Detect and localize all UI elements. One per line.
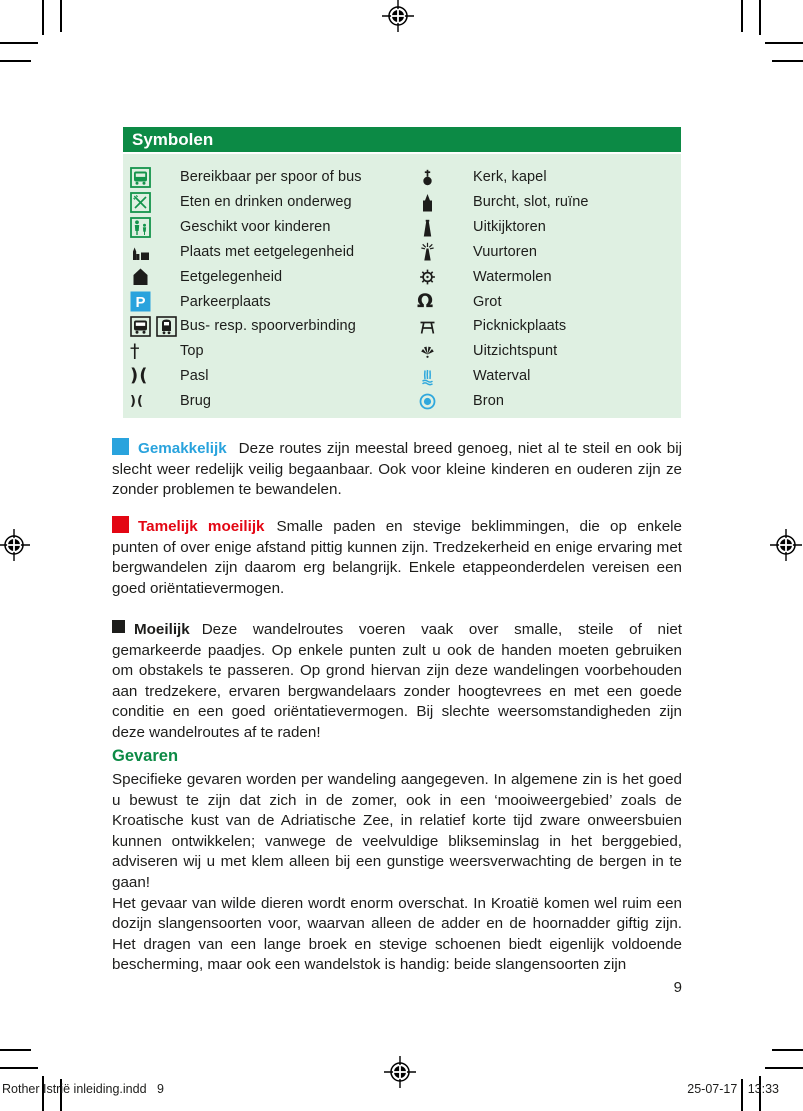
symbol-row — [412, 215, 674, 240]
symbol-row — [412, 289, 674, 314]
symbol-label: Uitkijktoren — [473, 219, 546, 236]
symbol-row — [130, 364, 406, 389]
symbol-label: Bron — [473, 393, 505, 410]
gevaren-paragraph-1: Specifieke gevaren worden per wandeling aangegeven. In algemene zin is het goed u bewust te zijn dat zich in de zomer, ook in een ‘mooiweergebied’ zoals de Kroatische kust van de Adriatische Zee, in relatief korte tijd zware onweersbuien kunnen ontwikkelen; vanwege de veelvuldige blikseminslag in het berggebied, adviseren wij u met klem alleen bij een gunstige weersverwachting de bergen in te gaan! — [112, 771, 682, 891]
symbol-label: Vuurtoren — [473, 243, 538, 260]
symbol-row — [130, 264, 406, 289]
page-number: 9 — [673, 979, 682, 996]
symbol-row — [412, 165, 674, 190]
difficulty-easy-marker — [112, 438, 129, 455]
symbol-row — [412, 389, 674, 414]
difficulty-easy-text: Deze routes zijn meestal breed genoeg, niet al te steil en ook bij slecht weer redelijk veilig begaanbaar. Ook voor kleine kinderen en ouderen zijn ze zonder problemen te bewandelen. — [112, 440, 682, 499]
waterfall-icon — [412, 366, 473, 387]
symbol-row — [130, 190, 406, 215]
parking-icon — [130, 291, 180, 312]
restaurant-icon — [130, 192, 180, 213]
symbol-row — [412, 240, 674, 265]
symbol-label: Grot — [473, 293, 502, 310]
symbol-row — [130, 215, 406, 240]
symbol-label: Geschikt voor kinderen — [180, 219, 331, 236]
symbol-label: Top — [180, 343, 204, 360]
symbol-label: Bereikbaar per spoor of bus — [180, 169, 362, 186]
building-icon — [130, 266, 180, 287]
watermill-icon — [412, 266, 473, 287]
symbol-label: Waterval — [473, 368, 531, 385]
registration-mark — [384, 1056, 416, 1088]
symbol-label: Bus- resp. spoorverbinding — [180, 318, 356, 335]
difficulty-easy-name: Gemakkelijk — [138, 440, 227, 457]
symbol-label: Watermolen — [473, 268, 552, 285]
registration-mark — [770, 529, 802, 561]
registration-mark — [0, 529, 30, 561]
bus-train-icon — [130, 316, 180, 337]
footer-datetime: 25-07-17 13:33 — [687, 1082, 779, 1096]
difficulty-medium-name: Tamelijk moeilijk — [138, 518, 265, 535]
symbol-row — [412, 314, 674, 339]
symbol-row — [130, 289, 406, 314]
symbol-label: Brug — [180, 393, 212, 410]
symbol-row — [130, 240, 406, 265]
difficulty-medium-text: Smalle paden en stevige beklimmingen, die op enkele punten of over enige afstand pittig kunnen zijn. Tredzekerheid en enige ervaring met bergwandelen zijn daarom erg belangrijk. Enkele etappeonderdelen vereisen een goed oriëntatievermogen. — [112, 518, 682, 597]
symbol-label: Plaats met eetgelegenheid — [180, 243, 355, 260]
registration-mark — [382, 0, 414, 32]
difficulty-easy-paragraph — [112, 438, 682, 501]
watchtower-icon — [412, 217, 473, 238]
symbol-row — [130, 165, 406, 190]
symbol-row — [130, 389, 406, 414]
symbols-panel — [123, 127, 681, 418]
summit-cross-icon: † — [130, 339, 140, 362]
symbols-right-column — [412, 165, 674, 413]
symbol-label: Parkeerplaats — [180, 293, 271, 310]
cave-icon: Ω — [417, 290, 434, 313]
viewpoint-icon — [412, 341, 473, 362]
difficulty-hard-marker — [112, 620, 125, 633]
difficulty-hard-name: Moeilijk — [134, 621, 190, 638]
symbol-label: Burcht, slot, ruïne — [473, 194, 589, 211]
difficulty-hard-paragraph — [112, 620, 682, 744]
parking-letter: P — [135, 294, 146, 312]
spring-icon — [412, 391, 473, 412]
symbol-label: Picknickplaats — [473, 318, 567, 335]
symbols-left-column — [130, 165, 406, 413]
difficulty-hard-text: Deze wandelroutes voeren vaak over smalle, steile of niet gemarkeerde paadjes. Op enkele punten zult u ook de handen moeten gebruiken om obstakels te passeren. Op grond hiervan zijn deze wandelingen voorbehouden aan tredzekere, ervaren bergwandelaars zonder hoogtevrees en met een goede conditie en een goed oriëntatievermogen. Bij slechte weersomstandigheden zijn deze wandelroutes af te raden! — [112, 621, 682, 741]
gevaren-section — [112, 770, 682, 976]
gevaren-heading: Gevaren — [112, 747, 179, 765]
children-icon — [130, 217, 180, 238]
symbol-row — [130, 339, 406, 364]
symbol-row — [412, 364, 674, 389]
symbol-row — [412, 190, 674, 215]
symbol-label: Eten en drinken onderweg — [180, 194, 352, 211]
picnic-icon — [412, 316, 473, 337]
symbol-row — [412, 339, 674, 364]
symbol-label: Uitzichtspunt — [473, 343, 558, 360]
village-icon — [130, 241, 180, 262]
symbols-panel-body — [123, 154, 681, 418]
pass-icon: )( — [130, 365, 149, 387]
difficulty-medium-marker — [112, 516, 129, 533]
gevaren-paragraph-2: Het gevaar van wilde dieren wordt enorm overschat. In Kroatië komen wel ruim een dozijn slangensoorten voor, waarvan alleen de adder en de hoornadder giftig zijn. Het dragen van een lange broek en stevige schoenen biedt eigenlijk voldoende bescherming, maar ook een wandelstok is handig: beide slangensoorten zijn — [112, 894, 682, 974]
symbol-label: Pasl — [180, 368, 209, 385]
lighthouse-icon — [412, 241, 473, 262]
castle-icon — [412, 192, 473, 213]
footer-filename: Rother Istrië inleiding.indd 9 — [2, 1082, 164, 1096]
symbol-row — [130, 314, 406, 339]
symbol-label: Eetgelegenheid — [180, 268, 283, 285]
symbols-panel-title: Symbolen — [123, 127, 681, 152]
bus-access-icon — [130, 167, 180, 188]
symbol-row — [412, 264, 674, 289]
symbol-label: Kerk, kapel — [473, 169, 547, 186]
difficulty-medium-paragraph — [112, 516, 682, 599]
bridge-icon: )( — [130, 393, 144, 409]
church-icon — [412, 167, 473, 188]
